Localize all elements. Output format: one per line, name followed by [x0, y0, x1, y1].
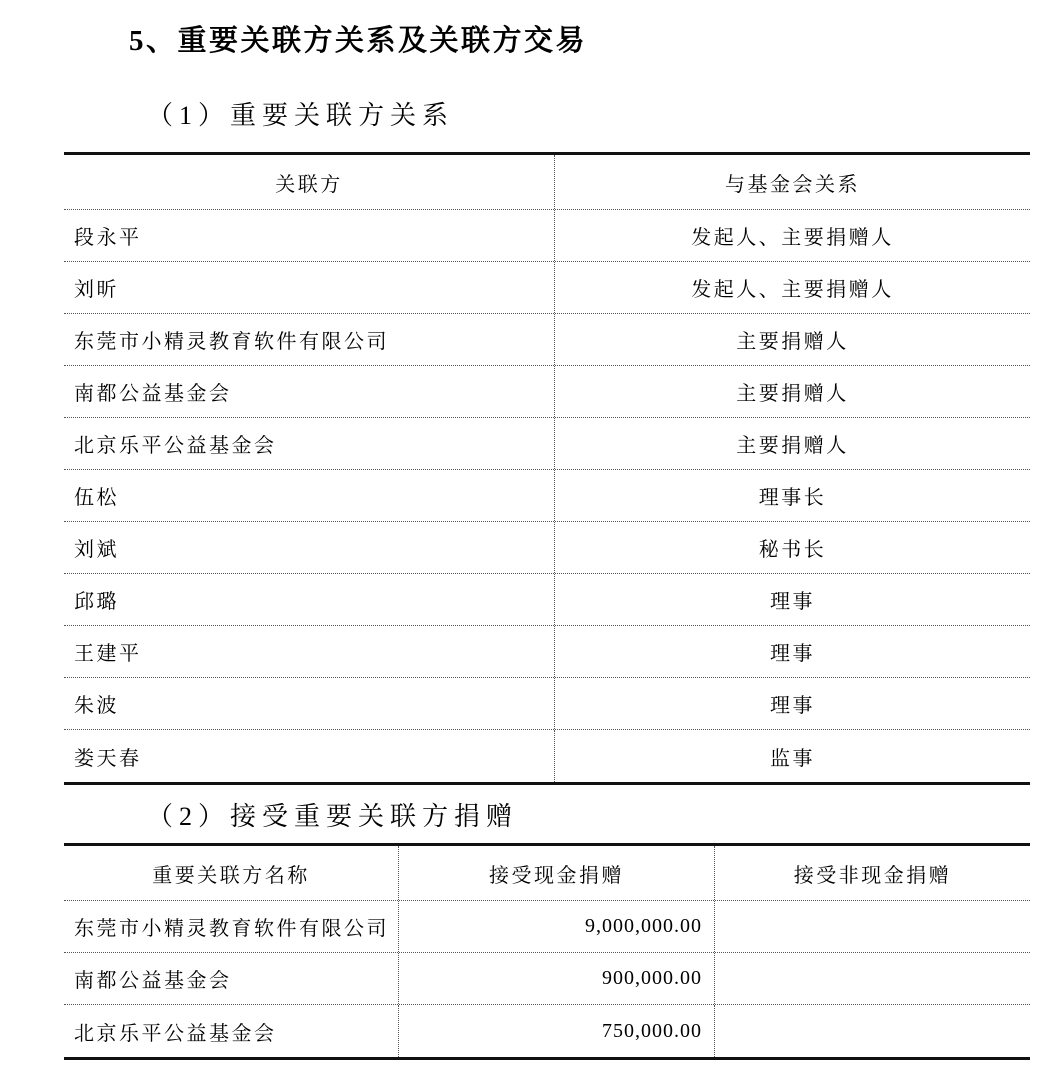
table-row: [64, 366, 1030, 418]
table-row: [64, 901, 1030, 953]
table-header-row: [64, 155, 1030, 210]
cell-relationship: 理事: [770, 643, 815, 665]
table-row: [64, 953, 1030, 1005]
header-related-party: 关联方: [64, 155, 555, 209]
cell-cash-donation: 750,000.00: [399, 1005, 715, 1057]
cell-related-party: 南都公益基金会: [64, 366, 555, 417]
table-row: [64, 522, 1030, 574]
cell-relationship: 主要捐赠人: [736, 331, 849, 353]
cell-cash-donation: 9,000,000.00: [399, 901, 715, 952]
cell-relationship: 秘书长: [758, 539, 827, 561]
table-row: [64, 262, 1030, 314]
cell-donor-name: 南都公益基金会: [64, 953, 399, 1004]
table-row: [64, 678, 1030, 730]
cell-relationship: 理事: [770, 591, 815, 613]
cell-cash-donation: 900,000.00: [399, 953, 715, 1004]
cell-related-party: 北京乐平公益基金会: [64, 418, 555, 469]
header-relationship: 与基金会关系: [725, 173, 860, 196]
table-header-row: [64, 846, 1030, 901]
cell-noncash-donation: [715, 1005, 1030, 1057]
header-donor-name: 重要关联方名称: [64, 846, 399, 900]
table-row: [64, 210, 1030, 262]
cell-related-party: 娄天春: [64, 730, 555, 782]
table-row: [64, 314, 1030, 366]
table-row: [64, 470, 1030, 522]
cell-donor-name: 北京乐平公益基金会: [64, 1005, 399, 1057]
table-row: [64, 626, 1030, 678]
cell-related-party: 朱波: [64, 678, 555, 729]
cell-related-party: 邱璐: [64, 574, 555, 625]
cell-relationship: 主要捐赠人: [736, 383, 849, 405]
cell-related-party: 刘斌: [64, 522, 555, 573]
header-noncash-donation: 接受非现金捐赠: [793, 864, 952, 887]
subsection-1-heading: （1）重要关联方关系: [147, 101, 455, 130]
cell-noncash-donation: [715, 953, 1030, 1004]
cell-relationship: 发起人、主要捐赠人: [691, 279, 894, 301]
cell-relationship: 监事: [770, 747, 815, 770]
related-party-table: [64, 152, 1030, 785]
cell-relationship: 主要捐赠人: [736, 435, 849, 457]
cell-related-party: 刘昕: [64, 262, 555, 313]
table-row: [64, 418, 1030, 470]
cell-related-party: 段永平: [64, 210, 555, 261]
donations-table: [64, 843, 1030, 1060]
section-title: 5、重要关联方关系及关联方交易: [129, 25, 588, 57]
table-row: [64, 1005, 1030, 1057]
cell-donor-name: 东莞市小精灵教育软件有限公司: [64, 901, 399, 952]
header-cash-donation: 接受现金捐赠: [399, 846, 715, 900]
table-row: [64, 574, 1030, 626]
cell-related-party: 王建平: [64, 626, 555, 677]
cell-relationship: 理事长: [758, 487, 827, 509]
cell-noncash-donation: [715, 901, 1030, 952]
cell-related-party: 伍松: [64, 470, 555, 521]
cell-relationship: 理事: [770, 695, 815, 717]
cell-related-party: 东莞市小精灵教育软件有限公司: [64, 314, 555, 365]
cell-relationship: 发起人、主要捐赠人: [691, 227, 894, 249]
table-row: [64, 730, 1030, 782]
subsection-2-heading: （2）接受重要关联方捐赠: [147, 802, 519, 831]
